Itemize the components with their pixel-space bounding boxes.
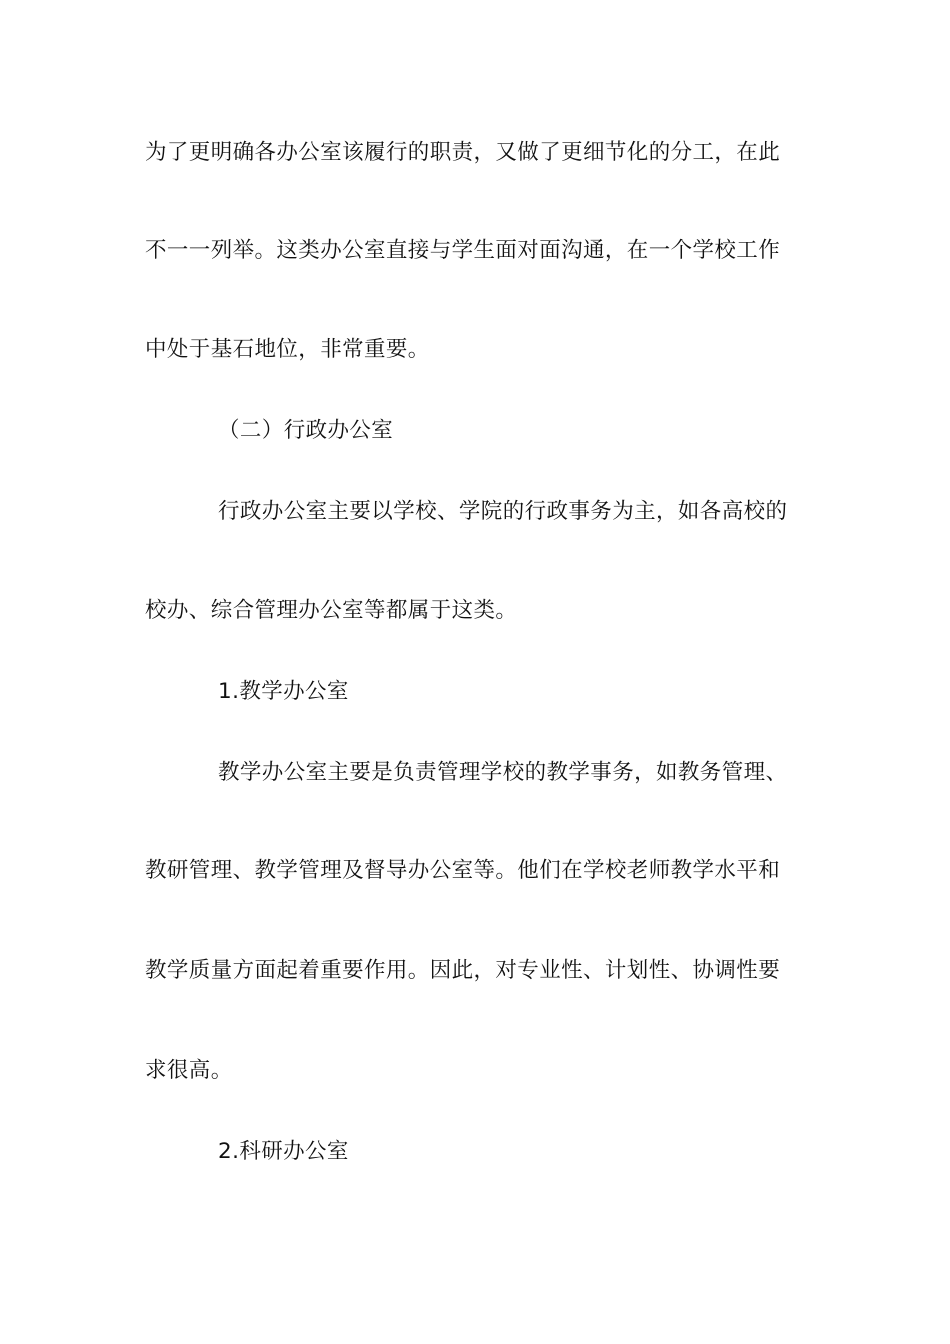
subsection-heading: 2.科研办公室 [218,1139,349,1164]
section-heading: （二）行政办公室 [218,418,394,443]
paragraph-line: 教学办公室主要是负责管理学校的教学事务，如教务管理、 [218,760,788,785]
paragraph-line: 行政办公室主要以学校、学院的行政事务为主，如各高校的 [218,499,788,524]
paragraph-line: 中处于基石地位，非常重要。 [145,337,430,362]
paragraph-line: 校办、综合管理办公室等都属于这类。 [145,598,518,623]
paragraph-line: 为了更明确各办公室该履行的职责，又做了更细节化的分工，在此 [145,140,781,165]
subsection-heading: 1.教学办公室 [218,679,349,704]
paragraph-line: 不一一列举。这类办公室直接与学生面对面沟通，在一个学校工作 [145,238,781,263]
paragraph-line: 教研管理、教学管理及督导办公室等。他们在学校老师教学水平和 [145,858,781,883]
paragraph-line: 求很高。 [145,1058,233,1083]
paragraph-line: 教学质量方面起着重要作用。因此，对专业性、计划性、协调性要 [145,958,781,983]
